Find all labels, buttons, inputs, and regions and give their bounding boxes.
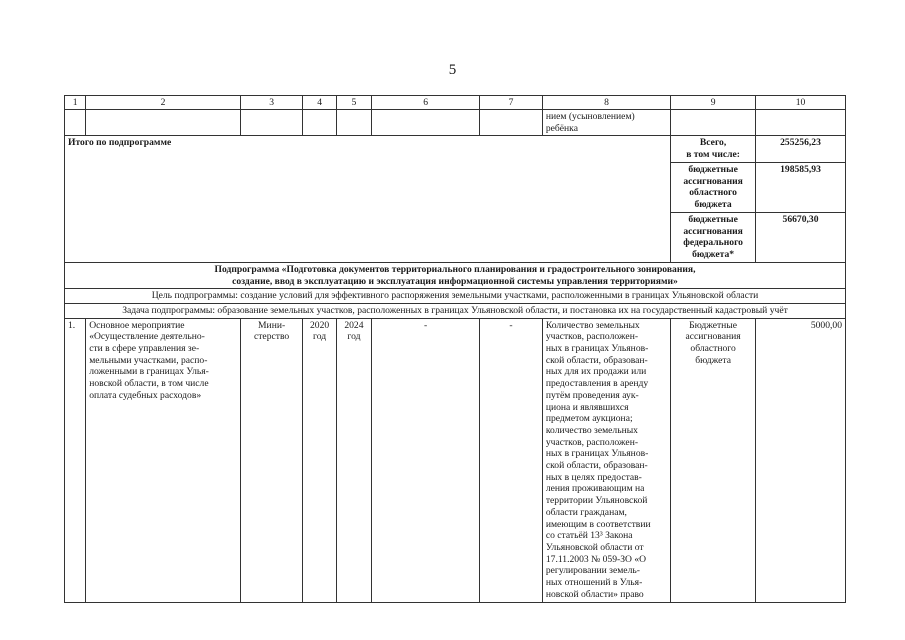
continuation-row [65, 110, 846, 136]
subprogram-task: Задача подпрограммы: образование земельных участков, расположенных в границах Ульяновской области, и постановка их на государственный кадастровый учёт [65, 303, 846, 318]
header-cell: 1 [65, 96, 86, 110]
indicator-text: Количество земельных участков, расположен- ных в границах Ульянов- ской области, образован- ных для их продажи или предоставления в аренду путём проведения аук- циона и являвшихся предметом аукциона; количество земельных участков, расположен- ных в границах Ульянов- ской области, образован- ных в целях предостав- ления проживающим на территории Ульяновской области гражданам, имеющим в соответствии со статьёй 13³ Закона Ульяновской области от 17.11.2003 № 059-ЗО «О регулировании земель- ных отношений в Улья- новской области» право [542, 318, 670, 602]
row-number: 1. [65, 318, 86, 602]
total-regional-label: бюджетные ассигнования областного бюджета [671, 162, 756, 212]
header-cell: 4 [303, 96, 336, 110]
start-year: 2020 год [303, 318, 336, 602]
header-row [65, 96, 846, 110]
goal-row [65, 289, 846, 304]
program-table [64, 95, 846, 603]
funding-amount: 5000,00 [756, 318, 846, 602]
col6-value: - [372, 318, 480, 602]
funding-source: Бюджетные ассигнования областного бюджета [671, 318, 756, 602]
total-federal-label: бюджетные ассигнования федерального бюджета* [671, 212, 756, 262]
end-year: 2024 год [336, 318, 371, 602]
total-all-label: Всего, в том числе: [671, 136, 756, 162]
measure-name: Основное мероприятие «Осуществление деятельно- сти в сфере управления зе- мельными участками, распо- ложенными в границах Улья- новской области, в том числе оплата судебных расходов» [86, 318, 241, 602]
header-cell: 10 [756, 96, 846, 110]
total-row-all [65, 136, 846, 162]
subprogram-title: Подпрограмма «Подготовка документов территориального планирования и градостроительного зонирования, создание, ввод в эксплуатацию и эксплуатация информационной системы управления территориями» [65, 262, 846, 288]
table-row [65, 318, 846, 602]
total-federal-value: 56670,30 [756, 212, 846, 262]
header-cell: 5 [336, 96, 371, 110]
executor: Мини- стерство [240, 318, 303, 602]
total-label: Итого по подпрограмме [65, 136, 671, 262]
header-cell: 7 [480, 96, 543, 110]
header-cell: 3 [240, 96, 303, 110]
page-number: 5 [448, 62, 457, 78]
subprogram-title-row [65, 262, 846, 288]
subprogram-goal: Цель подпрограммы: создание условий для эффективного распоряжения земельными участками, расположенными в границах Ульяновской области [65, 289, 846, 304]
col7-value: - [480, 318, 543, 602]
task-row [65, 303, 846, 318]
header-cell: 8 [542, 96, 670, 110]
indicator-continuation: нием (усыновлением) ребёнка [542, 110, 670, 136]
header-cell: 2 [86, 96, 241, 110]
total-regional-value: 198585,93 [756, 162, 846, 212]
header-cell: 6 [372, 96, 480, 110]
header-cell: 9 [671, 96, 756, 110]
total-all-value: 255256,23 [756, 136, 846, 162]
